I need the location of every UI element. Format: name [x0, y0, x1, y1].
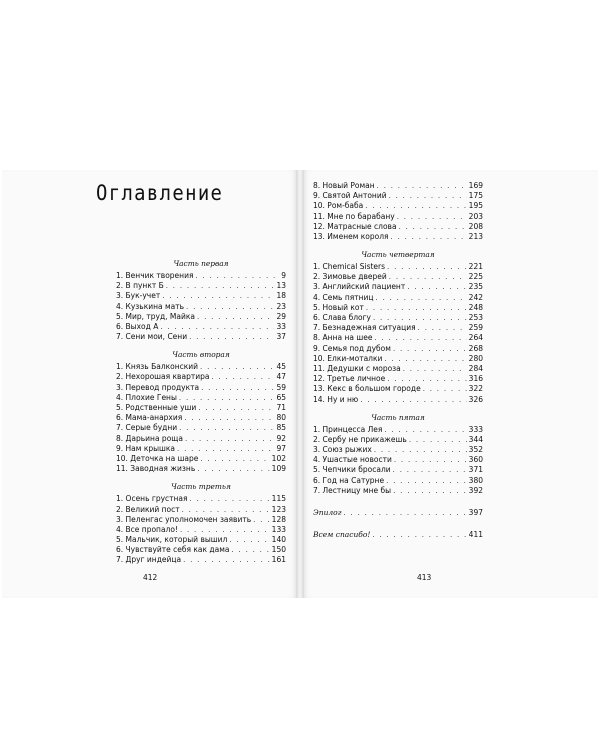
leader-dots [393, 465, 467, 475]
entry-label: 9. Семья под дубом [313, 343, 391, 353]
entry-page: 195 [468, 201, 483, 211]
leader-dots [197, 464, 269, 474]
toc-entry [313, 476, 483, 486]
entry-page: 18 [276, 291, 286, 301]
right-toc-column [313, 181, 483, 540]
entry-page: 411 [468, 530, 483, 540]
toc-entry [313, 395, 483, 405]
entry-label: 7. Друг индейца [116, 555, 182, 565]
entry-label: 9. Нам крышка [116, 443, 176, 453]
spacer [313, 496, 483, 508]
entry-page: 392 [468, 485, 483, 495]
entry-label: 6. Чувствуйте себя как дама [116, 545, 230, 555]
entry-label: 3. Пеленгас уполномочен заявить [116, 514, 252, 524]
leader-dots [387, 374, 466, 384]
entry-page: 23 [276, 301, 286, 311]
leader-dots [162, 291, 274, 301]
leader-dots [393, 486, 467, 496]
leader-dots [374, 445, 467, 455]
leader-dots [189, 332, 274, 342]
leader-dots [366, 303, 467, 313]
entry-label: Эпилог [313, 508, 342, 518]
leader-dots [394, 455, 467, 465]
entry-page: 97 [276, 443, 286, 453]
entry-page: 102 [271, 453, 286, 463]
leader-dots [374, 333, 466, 343]
entry-page: 253 [468, 313, 483, 323]
entry-label: 9. Святой Антоний [313, 191, 387, 201]
book-gutter [296, 170, 304, 598]
leader-dots [177, 444, 274, 454]
toc-entry [116, 505, 286, 515]
toc-entry [116, 281, 286, 291]
section-title: Часть вторая [172, 350, 230, 360]
leader-dots [360, 395, 466, 405]
entry-label: 6. Год на Сатурне [313, 475, 385, 485]
leader-dots [253, 515, 270, 525]
entry-label: 4. Кузькина мать [116, 301, 185, 311]
leader-dots [387, 262, 467, 272]
leader-dots [397, 212, 467, 222]
toc-entry [313, 191, 483, 201]
leader-dots [343, 508, 466, 518]
section-title: Часть пятая [371, 412, 425, 422]
leader-dots [166, 281, 275, 291]
leader-dots [365, 201, 466, 211]
leader-dots [180, 525, 270, 535]
entry-page: 268 [468, 343, 483, 353]
toc-entry [116, 271, 286, 281]
leader-dots [403, 364, 467, 374]
toc-entry [116, 312, 286, 322]
entry-label: 5. Родственные уши [116, 403, 197, 413]
leader-dots [184, 413, 274, 423]
leader-dots [399, 222, 467, 232]
entry-page: 344 [468, 434, 483, 444]
entry-label: 2. Нехорошая квартира [116, 372, 210, 382]
entry-page: 175 [468, 191, 483, 201]
entry-page: 235 [468, 282, 483, 292]
entry-label: 5. Мир, труд, Майка [116, 311, 196, 321]
toc-entry [313, 354, 483, 364]
toc-entry [116, 454, 286, 464]
leader-dots [418, 323, 467, 333]
entry-page: 225 [468, 272, 483, 282]
leader-dots [229, 535, 269, 545]
entry-page: 264 [468, 333, 483, 343]
entry-label: 5. Чепчики бросали [313, 465, 391, 475]
entry-label: 1. Chemical Sisters [313, 262, 386, 272]
entry-page: 150 [271, 545, 286, 555]
leader-dots [231, 545, 269, 555]
entry-page: 284 [468, 363, 483, 373]
entry-page: 37 [276, 332, 286, 342]
leader-dots [183, 555, 270, 565]
entry-label: 2. Зимовье дверей [313, 272, 387, 282]
entry-page: 33 [276, 321, 286, 331]
leader-dots [377, 181, 467, 191]
leader-dots [179, 393, 275, 403]
entry-label: 13. Кекс в большом городе [313, 384, 421, 394]
entry-label: 7. Безнадежная ситуация [313, 323, 416, 333]
toc-entry [116, 423, 286, 433]
leader-dots [391, 232, 467, 242]
entry-page: 115 [271, 494, 286, 504]
toc-entry [313, 435, 483, 445]
toc-entry [313, 323, 483, 333]
entry-label: 8. Дарьина роща [116, 433, 183, 443]
entry-label: 2. В пункт Б [116, 281, 164, 291]
leader-dots [372, 530, 466, 540]
leader-dots [384, 354, 466, 364]
entry-label: 3. Перевод продукта [116, 382, 200, 392]
entry-page: 326 [468, 394, 483, 404]
entry-label: 1. Осень грустная [116, 494, 188, 504]
entry-label: 8. Новый Роман [313, 180, 375, 190]
entry-page: 248 [468, 302, 483, 312]
entry-label: 7. Серые будни [116, 423, 178, 433]
toc-entry [313, 232, 483, 242]
entry-label: 7. Сени мои, Сени [116, 332, 188, 342]
entry-label: 6. Выход А [116, 321, 159, 331]
page-number-left: 412 [143, 573, 158, 582]
entry-label: 6. Мама-анархия [116, 413, 183, 423]
entry-page: 85 [276, 423, 286, 433]
entry-page: 360 [468, 455, 483, 465]
entry-page: 128 [271, 514, 286, 524]
entry-label: 13. Именем короля [313, 231, 389, 241]
toc-entry [313, 364, 483, 374]
entry-page: 371 [468, 465, 483, 475]
entry-page: 208 [468, 221, 483, 231]
toc-entry [116, 444, 286, 454]
leader-dots [373, 313, 467, 323]
entry-label: 14. Ну и ню [313, 394, 359, 404]
entry-label: 4. Все пропало! [116, 524, 178, 534]
entry-label: 7. Лестницу мне бы [313, 485, 392, 495]
entry-page: 71 [276, 403, 286, 413]
section-title: Часть первая [173, 259, 229, 268]
toc-entry [116, 393, 286, 403]
leader-dots [211, 372, 274, 382]
toc-entry [116, 322, 286, 332]
toc-entry [313, 344, 483, 354]
entry-label: 11. Дедушки с мороза [313, 363, 401, 373]
entry-page: 380 [468, 475, 483, 485]
leader-dots [423, 384, 467, 394]
toc-entry [313, 303, 483, 313]
toc-entry-thanks [313, 530, 483, 540]
entry-page: 65 [276, 392, 286, 402]
entry-label: 10. Деточка на шаре [116, 453, 199, 463]
toc-entry [116, 332, 286, 342]
leader-dots [200, 362, 274, 372]
toc-entry [313, 272, 483, 282]
entry-label: 3. Союз рыжих [313, 445, 372, 455]
leader-dots [389, 191, 467, 201]
entry-page: 92 [276, 433, 286, 443]
toc-entry [116, 525, 286, 535]
entry-label: 1. Венчик творения [116, 270, 194, 280]
toc-entry [116, 464, 286, 474]
toc-entry [313, 333, 483, 343]
entry-page: 140 [271, 535, 286, 545]
toc-entry [116, 434, 286, 444]
toc-entry [116, 302, 286, 312]
entry-page: 161 [271, 555, 286, 565]
entry-page: 59 [276, 382, 286, 392]
entry-page: 397 [468, 508, 483, 518]
entry-label: 4. Ушастые новости [313, 455, 392, 465]
leader-dots [386, 476, 467, 486]
leader-dots [186, 302, 274, 312]
entry-page: 280 [468, 353, 483, 363]
section-title: Часть четвертая [361, 250, 435, 260]
entry-page: 213 [468, 231, 483, 241]
entry-label: 1. Принцесса Лея [313, 424, 383, 434]
toc-entry [116, 403, 286, 413]
toc-entry [116, 291, 286, 301]
toc-entry [116, 373, 286, 383]
leader-dots [200, 454, 269, 464]
entry-page: 259 [468, 323, 483, 333]
leader-dots [409, 435, 467, 445]
entry-label: 5. Новый кот [313, 302, 364, 312]
entry-page: 203 [468, 211, 483, 221]
leader-dots [182, 505, 270, 515]
leader-dots [376, 293, 467, 303]
toc-entry [313, 445, 483, 455]
toc-entry [116, 545, 286, 555]
leader-dots [393, 344, 467, 354]
entry-label: 3. Бук-учет [116, 291, 161, 301]
entry-label: 10. Елки-моталки [313, 353, 383, 363]
contents-title: Оглавление [96, 181, 224, 205]
toc-entry [313, 486, 483, 496]
entry-page: 80 [276, 413, 286, 423]
entry-label: 10. Ром-баба [313, 201, 364, 211]
toc-entry [116, 556, 286, 566]
toc-entry [116, 362, 286, 372]
toc-entry [313, 425, 483, 435]
toc-entry [313, 212, 483, 222]
entry-label: 12. Матрасные слова [313, 221, 397, 231]
entry-page: 322 [468, 384, 483, 394]
entry-page: 13 [276, 281, 286, 291]
entry-label: 2. Сербу не прикажешь [313, 434, 407, 444]
section-title: Часть третья [171, 482, 231, 492]
leader-dots [384, 425, 466, 435]
leader-dots [195, 271, 279, 281]
spacer [313, 518, 483, 530]
entry-label: 12. Третье личное [313, 374, 386, 384]
toc-entry [313, 201, 483, 211]
leader-dots [201, 383, 274, 393]
entry-page: 123 [271, 504, 286, 514]
toc-entry [313, 313, 483, 323]
entry-page: 242 [468, 292, 483, 302]
entry-page: 333 [468, 424, 483, 434]
leader-dots [407, 282, 466, 292]
leader-dots [198, 403, 274, 413]
toc-entry [116, 413, 286, 423]
entry-page: 169 [468, 180, 483, 190]
toc-entry [313, 374, 483, 384]
toc-entry [313, 283, 483, 293]
entry-label: 6. Слава блогу [313, 313, 371, 323]
toc-entry [116, 515, 286, 525]
leader-dots [179, 423, 274, 433]
toc-entry [313, 455, 483, 465]
leader-dots [185, 434, 275, 444]
entry-label: 11. Заводная жизнь [116, 464, 196, 474]
entry-label: 8. Анна на шее [313, 333, 373, 343]
toc-entry [313, 293, 483, 303]
toc-entry [116, 535, 286, 545]
toc-entry [313, 222, 483, 232]
toc-entry [313, 262, 483, 272]
leader-dots [160, 322, 274, 332]
entry-label: 11. Мне по барабану [313, 211, 395, 221]
entry-label: 4. Семь пятниц [313, 292, 374, 302]
entry-page: 316 [468, 374, 483, 384]
leader-dots [197, 312, 274, 322]
entry-page: 352 [468, 445, 483, 455]
left-toc-column [116, 251, 286, 566]
toc-entry [116, 494, 286, 504]
toc-entry-epilogue [313, 508, 483, 518]
entry-page: 29 [276, 311, 286, 321]
entry-label: 2. Великий пост [116, 504, 180, 514]
leader-dots [389, 272, 467, 282]
entry-page: 221 [468, 262, 483, 272]
entry-page: 9 [281, 270, 286, 280]
entry-label: 4. Плохие Гены [116, 392, 177, 402]
leader-dots [190, 494, 270, 504]
entry-label: Всем спасибо! [313, 530, 371, 540]
entry-label: 5. Мальчик, который вышил [116, 535, 228, 545]
toc-entry [313, 384, 483, 394]
entry-page: 109 [271, 464, 286, 474]
toc-entry [313, 181, 483, 191]
entry-page: 47 [276, 372, 286, 382]
toc-entry [313, 466, 483, 476]
entry-label: 3. Английский пациент [313, 282, 406, 292]
entry-page: 45 [276, 362, 286, 372]
toc-entry [116, 383, 286, 393]
entry-page: 133 [271, 524, 286, 534]
page-number-right: 413 [417, 573, 432, 582]
entry-label: 1. Князь Балконский [116, 362, 199, 372]
